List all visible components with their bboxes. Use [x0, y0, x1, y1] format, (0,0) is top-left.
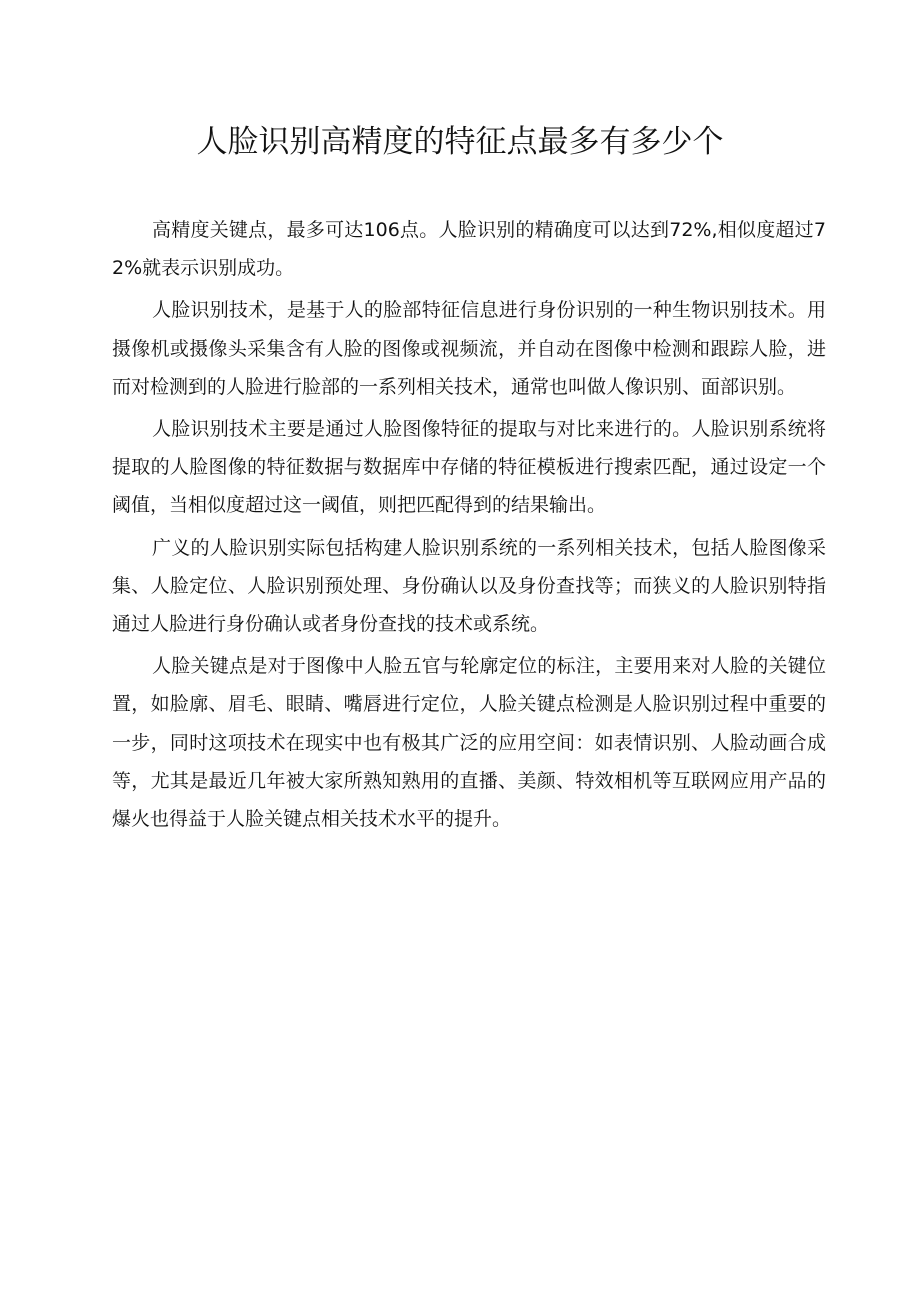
paragraph-5: 人脸关键点是对于图像中人脸五官与轮廓定位的标注，主要用来对人脸的关键位置，如脸廓、眉毛、眼睛、嘴唇进行定位，人脸关键点检测是人脸识别过程中重要的一步，同时这项技术在现实中也有极其广泛的应用空间：如表情识别、人脸动画合成等，尤其是最近几年被大家所熟知熟用的直播、美颜、特效相机等互联网应用产品的爆火也得益于人脸关键点相关技术水平的提升。: [112, 655, 826, 831]
paragraph-1: 高精度关键点，最多可达106点。人脸识别的精确度可以达到72%,相似度超过72%就表示识别成功。: [112, 219, 826, 280]
document-title: 人脸识别高精度的特征点最多有多少个: [196, 124, 724, 160]
paragraph-2: 人脸识别技术，是基于人的脸部特征信息进行身份识别的一种生物识别技术。用摄像机或摄像头采集含有人脸的图像或视频流，并自动在图像中检测和跟踪人脸，进而对检测到的人脸进行脸部的一系列相关技术，通常也叫做人像识别、面部识别。: [112, 299, 826, 398]
paragraph-3: 人脸识别技术主要是通过人脸图像特征的提取与对比来进行的。人脸识别系统将提取的人脸图像的特征数据与数据库中存储的特征模板进行搜索匹配，通过设定一个阈值，当相似度超过这一阈值，则把匹配得到的结果输出。: [112, 418, 826, 517]
document-body: [112, 211, 826, 842]
paragraph-4: 广义的人脸识别实际包括构建人脸识别系统的一系列相关技术，包括人脸图像采集、人脸定位、人脸识别预处理、身份确认以及身份查找等；而狭义的人脸识别特指通过人脸进行身份确认或者身份查找的技术或系统。: [112, 536, 826, 636]
